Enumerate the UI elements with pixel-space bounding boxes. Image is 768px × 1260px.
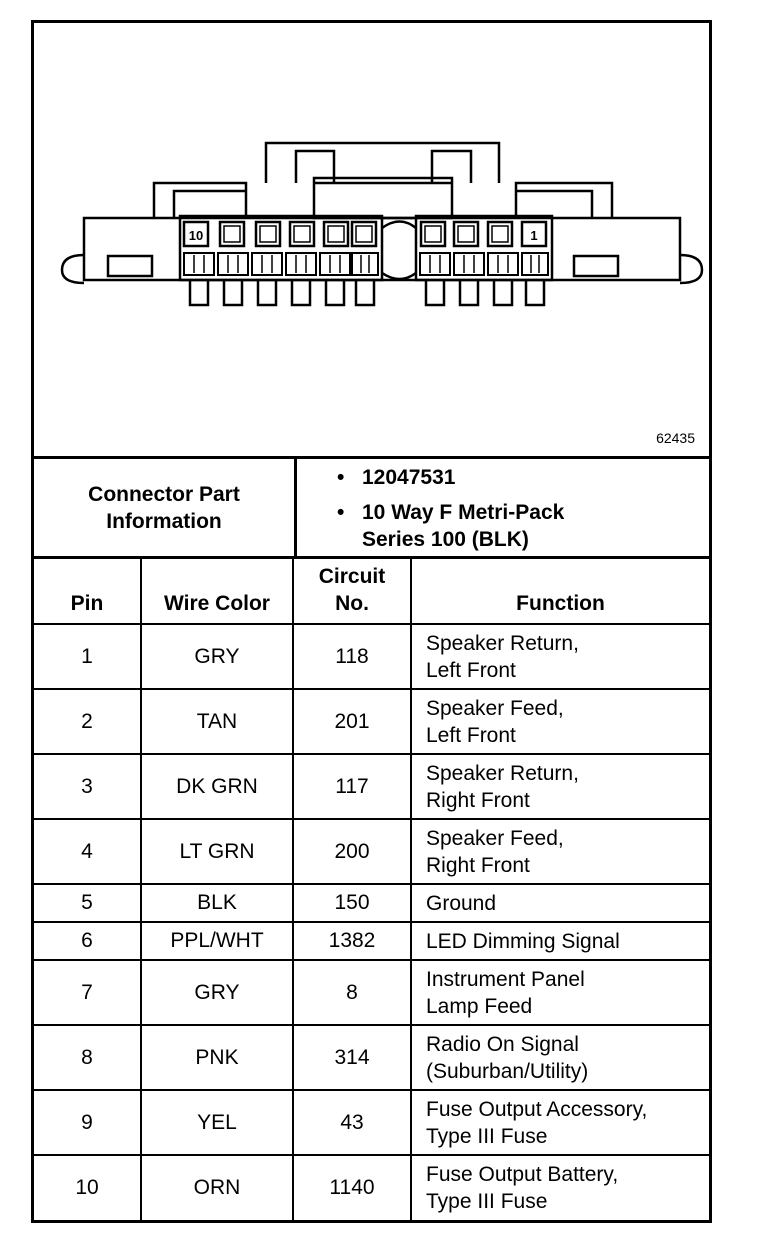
table-row xyxy=(34,754,709,819)
function-line1: Speaker Feed, xyxy=(426,696,564,720)
connector-info-details xyxy=(297,459,709,556)
wire-color-cell: GRY xyxy=(141,624,293,689)
table-row xyxy=(34,922,709,960)
function-line2: (Suburban/Utility) xyxy=(426,1059,589,1083)
circuit-cell: 314 xyxy=(293,1025,411,1090)
pin-cell: 10 xyxy=(34,1155,141,1220)
table-row xyxy=(34,960,709,1025)
function-line2: Lamp Feed xyxy=(426,994,533,1018)
pin-cell: 9 xyxy=(34,1090,141,1155)
wire-color-cell: DK GRN xyxy=(141,754,293,819)
part-number: 12047531 xyxy=(362,466,456,489)
header-pin: Pin xyxy=(34,559,141,624)
wire-color-cell: YEL xyxy=(141,1090,293,1155)
circuit-cell: 117 xyxy=(293,754,411,819)
circuit-cell: 200 xyxy=(293,819,411,884)
function-cell xyxy=(411,884,709,922)
header-circuit-line1: Circuit xyxy=(318,565,386,588)
pin-table xyxy=(34,559,709,1220)
header-circuit-line2: No. xyxy=(335,592,369,615)
function-line1: Speaker Return, xyxy=(426,761,579,785)
connector-sheet xyxy=(31,20,712,1223)
bullet-icon: • xyxy=(337,501,345,524)
function-cell xyxy=(411,819,709,884)
function-cell xyxy=(411,1025,709,1090)
function-line2: Left Front xyxy=(426,723,516,747)
circuit-cell: 8 xyxy=(293,960,411,1025)
description-line1: 10 Way F Metri-Pack xyxy=(362,501,565,524)
function-line1: Speaker Return, xyxy=(426,631,579,655)
table-row xyxy=(34,819,709,884)
function-line1: Radio On Signal xyxy=(426,1032,579,1056)
pin-cell: 6 xyxy=(34,922,141,960)
table-row xyxy=(34,1025,709,1090)
function-line2: Type III Fuse xyxy=(426,1124,548,1148)
pin-label-10: 10 xyxy=(188,228,204,243)
function-line2: Type III Fuse xyxy=(426,1190,548,1213)
pin-cell: 4 xyxy=(34,819,141,884)
function-line1: Instrument Panel xyxy=(426,967,585,991)
function-cell xyxy=(411,1155,709,1220)
function-line2: Right Front xyxy=(426,788,530,812)
figure-number: 62435 xyxy=(656,430,695,446)
function-cell xyxy=(411,754,709,819)
pin-cell: 3 xyxy=(34,754,141,819)
bullet-icon: • xyxy=(337,466,345,489)
table-row xyxy=(34,1155,709,1220)
function-line2: Left Front xyxy=(426,658,516,682)
function-line1: Speaker Feed, xyxy=(426,826,564,850)
function-line1: Ground xyxy=(426,891,497,915)
wire-color-cell: PPL/WHT xyxy=(141,922,293,960)
function-cell xyxy=(411,922,709,960)
pin-cell: 1 xyxy=(34,624,141,689)
pin-cell: 7 xyxy=(34,960,141,1025)
table-row xyxy=(34,689,709,754)
circuit-cell: 1382 xyxy=(293,922,411,960)
pin-table-body xyxy=(34,624,709,1220)
info-label-line1: Connector Part xyxy=(88,482,240,506)
wire-color-cell: TAN xyxy=(141,689,293,754)
table-row xyxy=(34,1090,709,1155)
pin-cell: 5 xyxy=(34,884,141,922)
wire-color-cell: LT GRN xyxy=(141,819,293,884)
table-row xyxy=(34,624,709,689)
function-line1: LED Dimming Signal xyxy=(426,929,620,953)
wire-color-cell: GRY xyxy=(141,960,293,1025)
circuit-cell: 43 xyxy=(293,1090,411,1155)
table-header-row xyxy=(34,559,709,624)
circuit-cell: 1140 xyxy=(293,1155,411,1220)
function-cell xyxy=(411,624,709,689)
wire-color-cell: PNK xyxy=(141,1025,293,1090)
function-line1: Fuse Output Accessory, xyxy=(426,1097,648,1121)
connector-info-label xyxy=(34,459,294,556)
description-line2: Series 100 (BLK) xyxy=(362,528,529,551)
wire-color-cell: BLK xyxy=(141,884,293,922)
header-circuit xyxy=(293,559,411,624)
function-cell xyxy=(411,1090,709,1155)
function-line1: Fuse Output Battery, xyxy=(426,1163,619,1186)
header-wire-color: Wire Color xyxy=(141,559,293,624)
function-line2: Right Front xyxy=(426,853,530,877)
connector-info xyxy=(34,459,709,556)
pin-cell: 2 xyxy=(34,689,141,754)
connector-diagram xyxy=(34,23,709,456)
circuit-cell: 118 xyxy=(293,624,411,689)
circuit-cell: 201 xyxy=(293,689,411,754)
pin-cell: 8 xyxy=(34,1025,141,1090)
function-cell xyxy=(411,960,709,1025)
info-label-line2: Information xyxy=(106,509,222,533)
function-cell xyxy=(411,689,709,754)
wire-color-cell: ORN xyxy=(141,1155,293,1220)
header-function: Function xyxy=(411,559,709,624)
table-row xyxy=(34,884,709,922)
pin-label-1: 1 xyxy=(530,228,538,243)
connector-drawing xyxy=(34,23,709,456)
circuit-cell: 150 xyxy=(293,884,411,922)
